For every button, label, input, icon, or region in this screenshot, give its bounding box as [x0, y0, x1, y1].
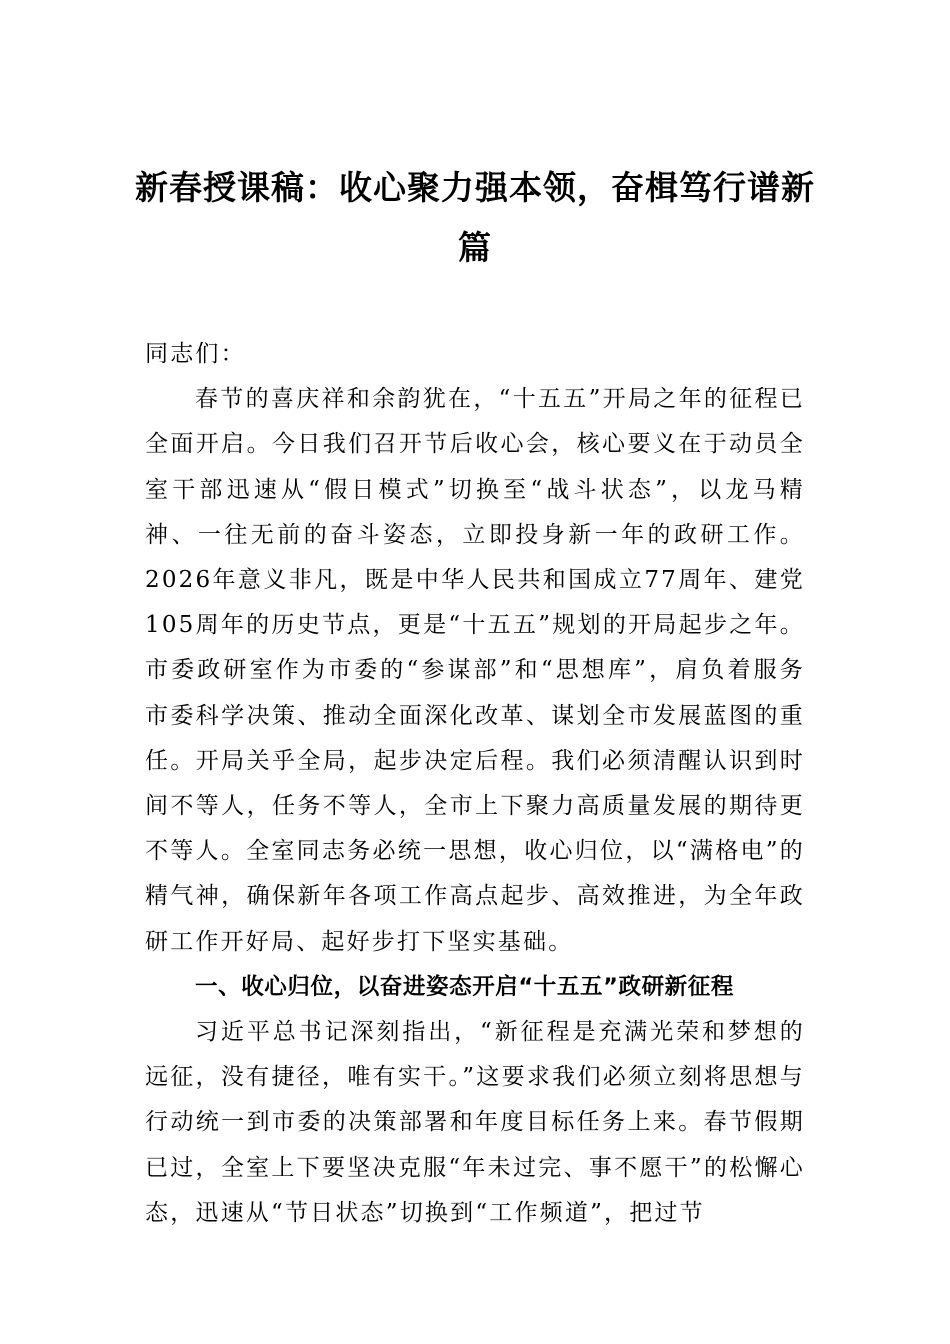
document-body — [145, 332, 805, 1236]
section-heading: 一、收心归位，以奋进姿态开启“十五五”政研新征程 — [195, 973, 734, 1000]
document-title: 新春授课稿：收心聚力强本领，奋楫笃行谱新篇 — [135, 168, 815, 267]
intro-paragraph: 春节的喜庆祥和余韵犹在，“十五五”开局之年的征程已全面开启。今日我们召开节后收心会，核心要义在于动员全室干部迅速从“假日模式”切换至“战斗状态”，以龙马精神、一往无前的奋斗姿态，立即投身新一年的政研工作。2026年意义非凡，既是中华人民共和国成立77周年、建党105周年的历史节点，更是“十五五”规划的开局起步之年。市委政研室作为市委的“参谋部”和“思想库”，肩负着服务市委科学决策、推动全面深化改革、谋划全市发展蓝图的重任。开局关乎全局，起步决定后程。我们必须清醒认识到时间不等人，任务不等人，全市上下聚力高质量发展的期待更不等人。全室同志务必统一思想，收心归位，以“满格电”的精气神，确保新年各项工作高点起步、高效推进，为全年政研工作开好局、起好步打下坚实基础。 — [145, 386, 805, 955]
section-paragraph: 习近平总书记深刻指出，“新征程是充满光荣和梦想的远征，没有捷径，唯有实干。”这要求我们必须立刻将思想与行动统一到市委的决策部署和年度目标任务上来。春节假期已过，全室上下要坚决克服“年未过完、事不愿干”的松懈心态，迅速从“节日状态”切换到“工作频道”，把过节 — [145, 1019, 805, 1226]
salutation: 同志们： — [145, 341, 246, 367]
